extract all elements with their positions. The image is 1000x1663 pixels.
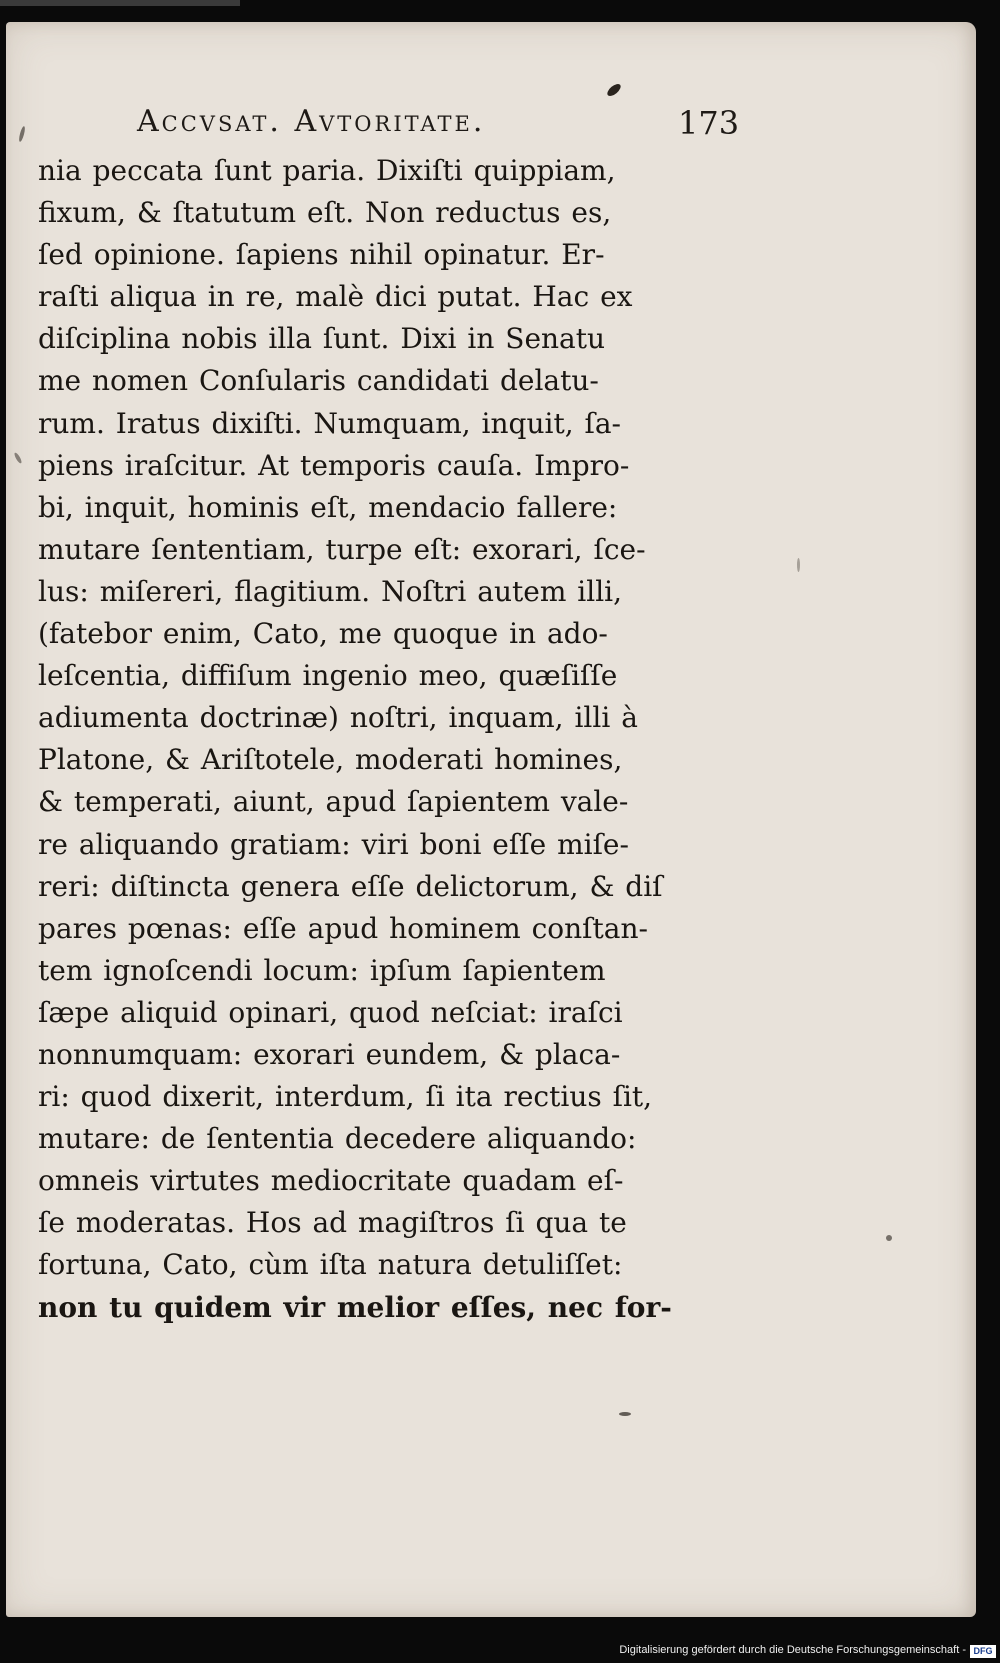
text-line: pares pœnas: eſſe apud hominem conſtan- bbox=[38, 911, 648, 945]
text-line: piens iraſcitur. At temporis cauſa. Impro- bbox=[38, 448, 630, 482]
text-line: fortuna, Cato, cùm iſta natura detuliſſet: bbox=[38, 1248, 623, 1282]
text-line: re aliquando gratiam: viri boni eſſe miſe- bbox=[38, 827, 629, 861]
running-head bbox=[0, 104, 1000, 154]
text-line: tem ignoſcendi locum: ipſum ſapientem bbox=[38, 953, 606, 987]
page-number: 173 bbox=[678, 104, 740, 142]
ink-mark bbox=[797, 558, 800, 572]
text-line: nia peccata ſunt paria. Dixiſti quippiam, bbox=[38, 154, 616, 187]
text-line: non tu quidem vir melior eſſes, nec for- bbox=[38, 1290, 672, 1324]
funding-credit: Digitalisierung gefördert durch die Deutsche Forschungsgemeinschaft - bbox=[619, 1644, 966, 1656]
top-edge-strip bbox=[0, 0, 240, 6]
ink-mark bbox=[13, 452, 22, 464]
text-line: me nomen Conſularis candidati delatu- bbox=[38, 364, 599, 398]
footer-bar bbox=[0, 1641, 1000, 1663]
ink-mark bbox=[886, 1235, 892, 1241]
ink-mark bbox=[605, 82, 622, 98]
running-head-title: Accvsat. Avtoritate. bbox=[137, 104, 486, 139]
text-line: Platone, & Ariſtotele, moderati homines, bbox=[38, 743, 623, 777]
text-line: (fatebor enim, Cato, me quoque in ado- bbox=[38, 617, 608, 651]
text-line: lus: miſereri, flagitium. Noſtri autem illi, bbox=[38, 574, 622, 608]
text-line: ri: quod dixerit, interdum, ſi ita rectius ſit, bbox=[38, 1080, 653, 1114]
text-line: fixum, & ſtatutum eſt. Non reductus es, bbox=[38, 196, 612, 230]
text-line: ſæpe aliquid opinari, quod neſciat: iraſci bbox=[38, 995, 623, 1029]
text-line: mutare ſententiam, turpe eſt: exorari, ſce- bbox=[38, 532, 646, 566]
text-line: mutare: de ſententia decedere aliquando: bbox=[38, 1122, 637, 1156]
text-line: nonnumquam: exorari eundem, & placa- bbox=[38, 1037, 621, 1071]
text-line: adiumenta doctrinæ) noſtri, inquam, illi à bbox=[38, 701, 638, 735]
text-line: leſcentia, diffiſum ingenio meo, quæſiſſe bbox=[38, 659, 618, 693]
text-line: ſe moderatas. Hos ad magiſtros ſi qua te bbox=[38, 1206, 627, 1240]
text-line: reri: diſtincta genera eſſe delictorum, & diſ bbox=[38, 869, 663, 903]
dfg-logo: DFG bbox=[970, 1645, 996, 1658]
body-text bbox=[38, 150, 738, 1329]
text-line: rum. Iratus dixiſti. Numquam, inquit, ſa- bbox=[38, 406, 622, 440]
text-line: & temperati, aiunt, apud ſapientem vale- bbox=[38, 785, 629, 819]
text-line: raſti aliqua in re, malè dici putat. Hac ex bbox=[38, 280, 633, 314]
ink-mark bbox=[619, 1412, 631, 1416]
text-line: diſciplina nobis illa ſunt. Dixi in Senatu bbox=[38, 322, 606, 356]
text-line: omneis virtutes mediocritate quadam eſ- bbox=[38, 1164, 624, 1198]
text-line: bi, inquit, hominis eſt, mendacio fallere: bbox=[38, 490, 618, 524]
text-line: ſed opinione. ſapiens nihil opinatur. Er- bbox=[38, 238, 605, 272]
